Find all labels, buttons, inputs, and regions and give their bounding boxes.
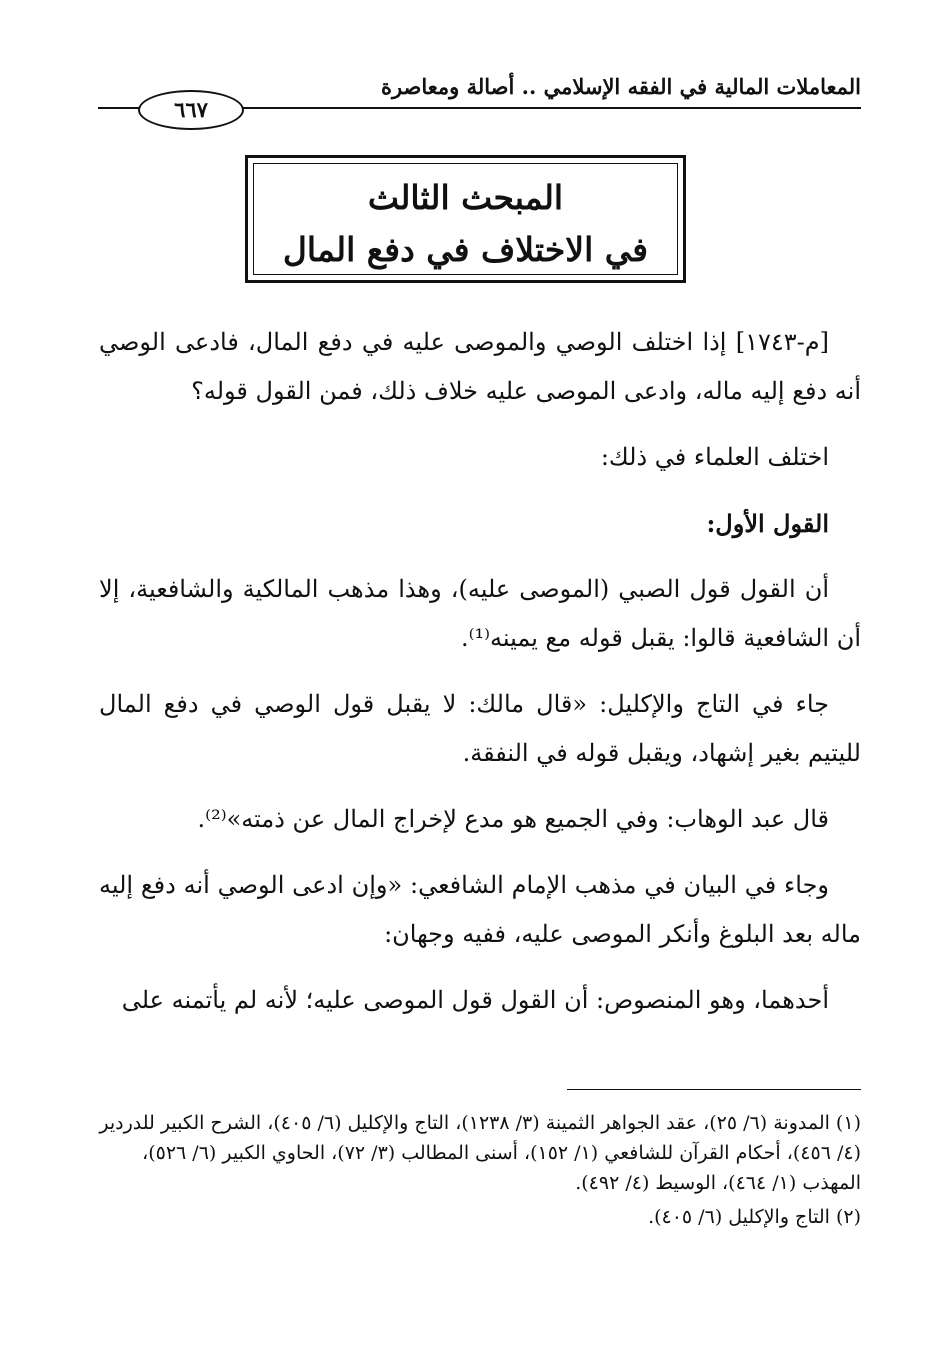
- footnote-2: (٢) التاج والإكليل (٦/ ٤٠٥).: [648, 1206, 861, 1228]
- section-title-box: [245, 155, 686, 283]
- footnote-1: (١) المدونة (٦/ ٢٥)، عقد الجواهر الثمينة (٣/ ١٢٣٨)، التاج والإكليل (٦/ ٤٠٥)، الشرح الكبير للدردير (٤/ ٤٥٦)، أحكام القرآن للشافعي (١/ ١٥٢)، أسنى المطالب (٣/ ٧٢)، الحاوي الكبير (٦/ ٥٢٦)، المهذب (١/ ٤٦٤)، الوسيط (٤/ ٤٩٢).: [99, 1112, 861, 1194]
- section-title-line-1: المبحث الثالث: [367, 178, 564, 217]
- subheading-first-opinion: القول الأول:: [706, 509, 829, 538]
- paragraph-first-opinion: أن القول قول الصبي (الموصى عليه)، وهذا مذهب المالكية والشافعية، إلا أن الشافعية قالوا: يقبل قوله مع يمينه⁽¹⁾.: [99, 575, 861, 652]
- body-text: [99, 318, 861, 1042]
- paragraph-quote-taj: جاء في التاج والإكليل: «قال مالك: لا يقبل قول الوصي في دفع المال لليتيم بغير إشهاد، ويقبل قوله في النفقة.: [99, 690, 861, 767]
- paragraph-quote-abdulwahhab: قال عبد الوهاب: وفي الجميع هو مدع لإخراج المال عن ذمته»⁽²⁾.: [197, 805, 829, 833]
- footnote-rule: [567, 1089, 861, 1090]
- paragraph-intro: اختلف العلماء في ذلك:: [600, 443, 829, 471]
- footnotes: [99, 1108, 861, 1236]
- page-number: ٦٦٧: [138, 90, 244, 130]
- paragraph-first-view: أحدهما، وهو المنصوص: أن القول قول الموصى عليه؛ لأنه لم يأتمنه على: [121, 986, 829, 1014]
- section-title-line-2: في الاختلاف في دفع المال: [282, 230, 649, 269]
- running-header-title: المعاملات المالية في الفقه الإسلامي .. أصالة ومعاصرة: [380, 74, 861, 99]
- paragraph-question: [م-١٧٤٣] إذا اختلف الوصي والموصى عليه في دفع المال، فادعى الوصي أنه دفع إليه ماله، وادعى الموصى عليه خلاف ذلك، فمن القول قوله؟: [99, 328, 861, 405]
- paragraph-quote-bayan: وجاء في البيان في مذهب الإمام الشافعي: «وإن ادعى الوصي أنه دفع إليه ماله بعد البلوغ وأنكر الموصى عليه، ففيه وجهان:: [99, 871, 861, 948]
